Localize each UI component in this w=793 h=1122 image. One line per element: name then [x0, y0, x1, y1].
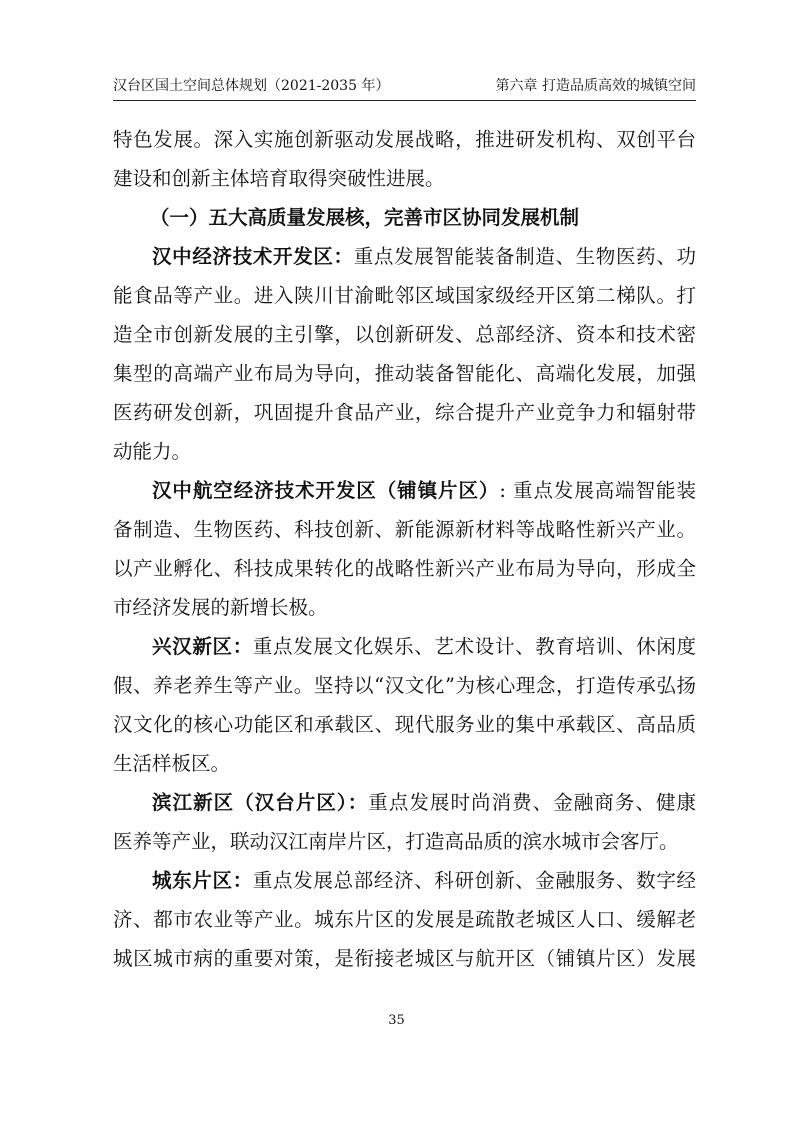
header-chapter-title: 第六章 打造品质高效的城镇空间: [495, 78, 696, 94]
text-line: 兴汉新区：重点发展文化娱乐、艺术设计、教育培训、休闲度: [152, 635, 696, 658]
paragraph-continued: [113, 120, 696, 198]
text-line: 生活样板区。: [113, 752, 231, 775]
text-line: 建设和创新主体培育取得突破性进展。: [113, 167, 445, 190]
paragraph-binjiang-new-district: [113, 783, 696, 861]
paragraph-aviation-zone: [113, 471, 696, 627]
text-line: 能食品等产业。进入陕川甘渝毗邻区域国家级经开区第二梯队。打: [113, 284, 696, 307]
paragraph-chengdong-area: [113, 861, 696, 978]
running-header: [113, 75, 696, 97]
text-line: 造全市创新发展的主引擎，以创新研发、总部经济、资本和技术密: [113, 323, 696, 346]
page-number: 35: [388, 1013, 405, 1028]
paragraph-label: 汉中经济技术开发区：: [152, 245, 354, 268]
text-line: 汉文化的核心功能区和承载区、现代服务业的集中承载区、高品质: [113, 713, 696, 736]
paragraph-label: 城东片区：: [152, 869, 253, 892]
text-line: 假、养老养生等产业。坚持以“汉文化”为核心理念，打造传承弘扬: [113, 674, 696, 697]
section-heading: （一）五大高质量发展核，完善市区协同发展机制: [150, 206, 580, 229]
page-body: [113, 120, 696, 978]
text-line: 以产业孵化、科技成果转化的战略性新兴产业布局为导向，形成全: [113, 557, 696, 580]
paragraph-label: 滨江新区（汉台片区）：: [152, 791, 369, 814]
text-line: 汉中航空经济技术开发区（铺镇片区）: 重点发展高端智能装: [152, 479, 696, 502]
text-line: 集型的高端产业布局为导向，推动装备智能化、高端化发展，加强: [113, 362, 696, 385]
paragraph-econ-tech-zone: [113, 237, 696, 471]
header-divider: [113, 100, 696, 101]
text-line: 汉中经济技术开发区：重点发展智能装备制造、生物医药、功: [152, 245, 696, 268]
text-line: 城区城市病的重要对策，是衔接老城区与航开区（铺镇片区）发展: [113, 947, 696, 970]
paragraph-label: 汉中航空经济技术开发区（铺镇片区）: [152, 479, 500, 502]
text-line: 市经济发展的新增长极。: [113, 596, 328, 619]
header-document-title: 汉台区国土空间总体规划（2021-2035 年）: [113, 78, 390, 94]
text-line: 城东片区：重点发展总部经济、科研创新、金融服务、数字经: [152, 869, 696, 892]
text-line: 济、都市农业等产业。城东片区的发展是疏散老城区人口、缓解老: [113, 908, 696, 931]
text-line: 备制造、生物医药、科技创新、新能源新材料等战略性新兴产业。: [113, 518, 696, 541]
paragraph-xinghan-new-district: [113, 627, 696, 783]
text-line: 医养等产业，联动汉江南岸片区，打造高品质的滨水城市会客厅。: [113, 830, 679, 853]
text-line: 滨江新区（汉台片区）：重点发展时尚消费、金融商务、健康: [152, 791, 696, 814]
text-line: 特色发展。深入实施创新驱动发展战略，推进研发机构、双创平台: [113, 128, 696, 151]
paragraph-label: 兴汉新区：: [152, 635, 253, 658]
text-line: 医药研发创新，巩固提升食品产业，综合提升产业竞争力和辐射带: [113, 401, 696, 424]
text-line: 动能力。: [113, 440, 192, 463]
